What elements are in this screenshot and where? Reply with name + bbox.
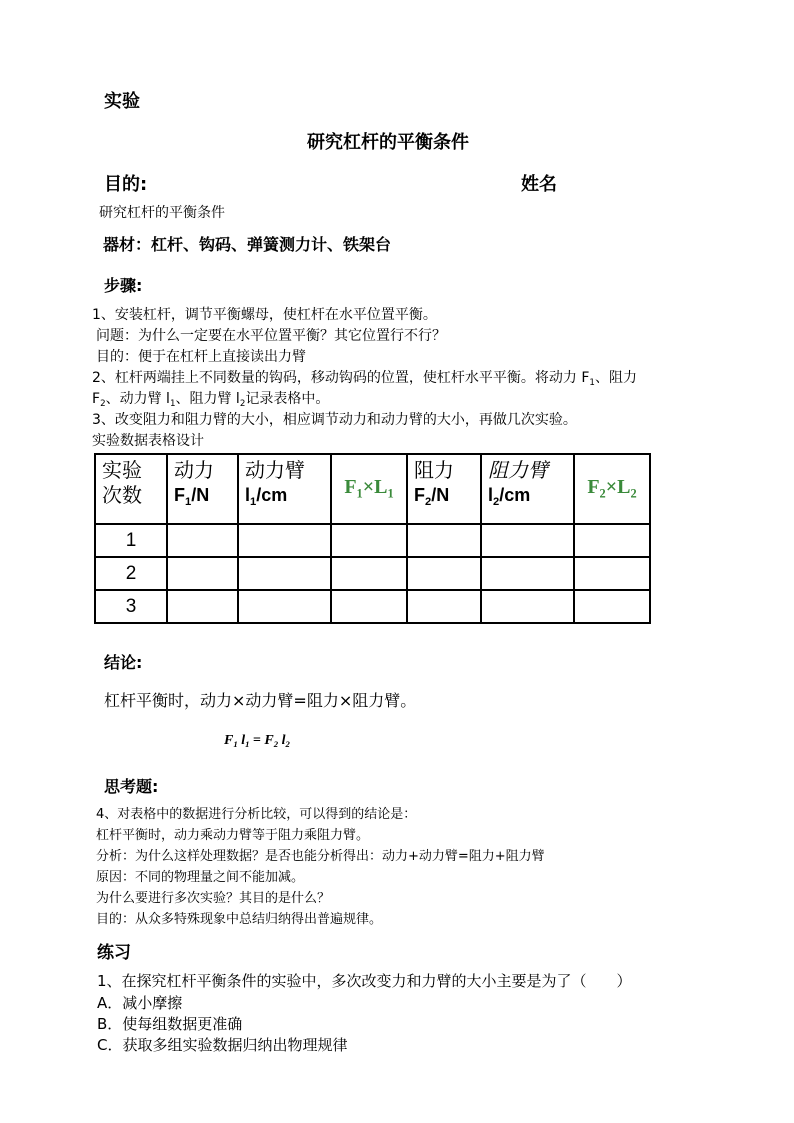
table-row: [95, 557, 650, 590]
conclusion-label: 结论:: [104, 653, 143, 672]
thinking-line-3: 分析：为什么这样处理数据？是否也能分析得出：动力+动力臂=阻力+阻力臂: [96, 849, 545, 864]
cell-l2: [481, 524, 574, 557]
step-1: 1、安装杠杆，调节平衡螺母，使杠杆在水平位置平衡。: [92, 307, 437, 323]
table-row: [95, 524, 650, 557]
steps-label: 步骤:: [104, 276, 143, 295]
thinking-line-1: 4、对表格中的数据进行分析比较，可以得到的结论是：: [96, 807, 417, 822]
question-1: 问题：为什么一定要在水平位置平衡？其它位置行不行？: [96, 328, 446, 344]
thinking-line-2: 杠杆平衡时，动力乘动力臂等于阻力乘阻力臂。: [96, 828, 370, 843]
purpose-1: 目的：便于在杠杆上直接读出力臂: [96, 349, 306, 365]
header-effort: 动力 $F_1/N$: [167, 454, 238, 524]
trial-number: 2: [95, 557, 167, 590]
option-c: C．获取多组实验数据归纳出物理规律: [97, 1036, 348, 1054]
cell-f2: [407, 590, 481, 623]
cell-l1: [238, 557, 331, 590]
cell-f2l2: [574, 524, 650, 557]
cell-f2: [407, 524, 481, 557]
practice-label: 练习: [97, 943, 131, 963]
cell-l1: [238, 524, 331, 557]
thinking-line-6: 目的：从众多特殊现象中总结归纳得出普遍规律。: [96, 912, 383, 927]
purpose-label: 目的:: [104, 174, 148, 195]
practice-question: 1、在探究杠杆平衡条件的实验中，多次改变力和力臂的大小主要是为了（ ）: [97, 972, 632, 990]
trial-number: 1: [95, 524, 167, 557]
name-label: 姓名: [521, 174, 557, 195]
cell-f1: [167, 557, 238, 590]
page-title: 研究杠杆的平衡条件: [307, 132, 469, 153]
cell-l1: [238, 590, 331, 623]
step-3: 3、改变阻力和阻力臂的大小，相应调节动力和动力臂的大小，再做几次实验。: [92, 412, 577, 428]
cell-f1l1: [331, 590, 407, 623]
conclusion-text: 杠杆平衡时，动力×动力臂=阻力×阻力臂。: [104, 691, 417, 710]
cell-f1l1: [331, 557, 407, 590]
header-f1-times-l1: $F_1\times L_1$: [331, 454, 407, 524]
cell-f1: [167, 524, 238, 557]
header-effort-arm: 动力臂 $l_1/cm$: [238, 454, 331, 524]
data-table: [94, 453, 651, 624]
cell-l2: [481, 590, 574, 623]
step-2-line-2: $F_2$、动力臂 $l_1$、阻力臂 $l_2$记录表格中。: [92, 391, 330, 410]
lever-formula: $F_1$ $l_1 = F_2$ $l_2$: [224, 733, 290, 750]
cell-f2l2: [574, 557, 650, 590]
header-f2-times-l2: $F_2\times L_2$: [574, 454, 650, 524]
equipment-line: 器材：杠杆、钩码、弹簧测力计、铁架台: [103, 235, 392, 254]
header-trial-count: 实验 次数: [95, 454, 167, 524]
cell-l2: [481, 557, 574, 590]
table-header-row: [95, 454, 650, 524]
thinking-line-5: 为什么要进行多次实验？其目的是什么？: [96, 891, 331, 906]
cell-f2l2: [574, 590, 650, 623]
table-row: [95, 590, 650, 623]
step-2-line-1: 2、杠杆两端挂上不同数量的钩码，移动钩码的位置，使杠杆水平平衡。将动力 $F_1$、阻力: [92, 370, 637, 389]
thinking-label: 思考题:: [104, 777, 159, 796]
thinking-line-4: 原因：不同的物理量之间不能加减。: [96, 870, 305, 885]
header-load-arm: 阻力臂 $l_2/cm$: [481, 454, 574, 524]
header-load: 阻力 $F_2/N$: [407, 454, 481, 524]
cell-f1l1: [331, 524, 407, 557]
option-a: A．减小摩擦: [97, 994, 183, 1012]
section-heading: 实验: [104, 91, 140, 112]
cell-f2: [407, 557, 481, 590]
option-b: B．使每组数据更准确: [97, 1015, 243, 1033]
table-caption: 实验数据表格设计: [92, 433, 204, 449]
purpose-text: 研究杠杆的平衡条件: [99, 205, 225, 221]
trial-number: 3: [95, 590, 167, 623]
cell-f1: [167, 590, 238, 623]
